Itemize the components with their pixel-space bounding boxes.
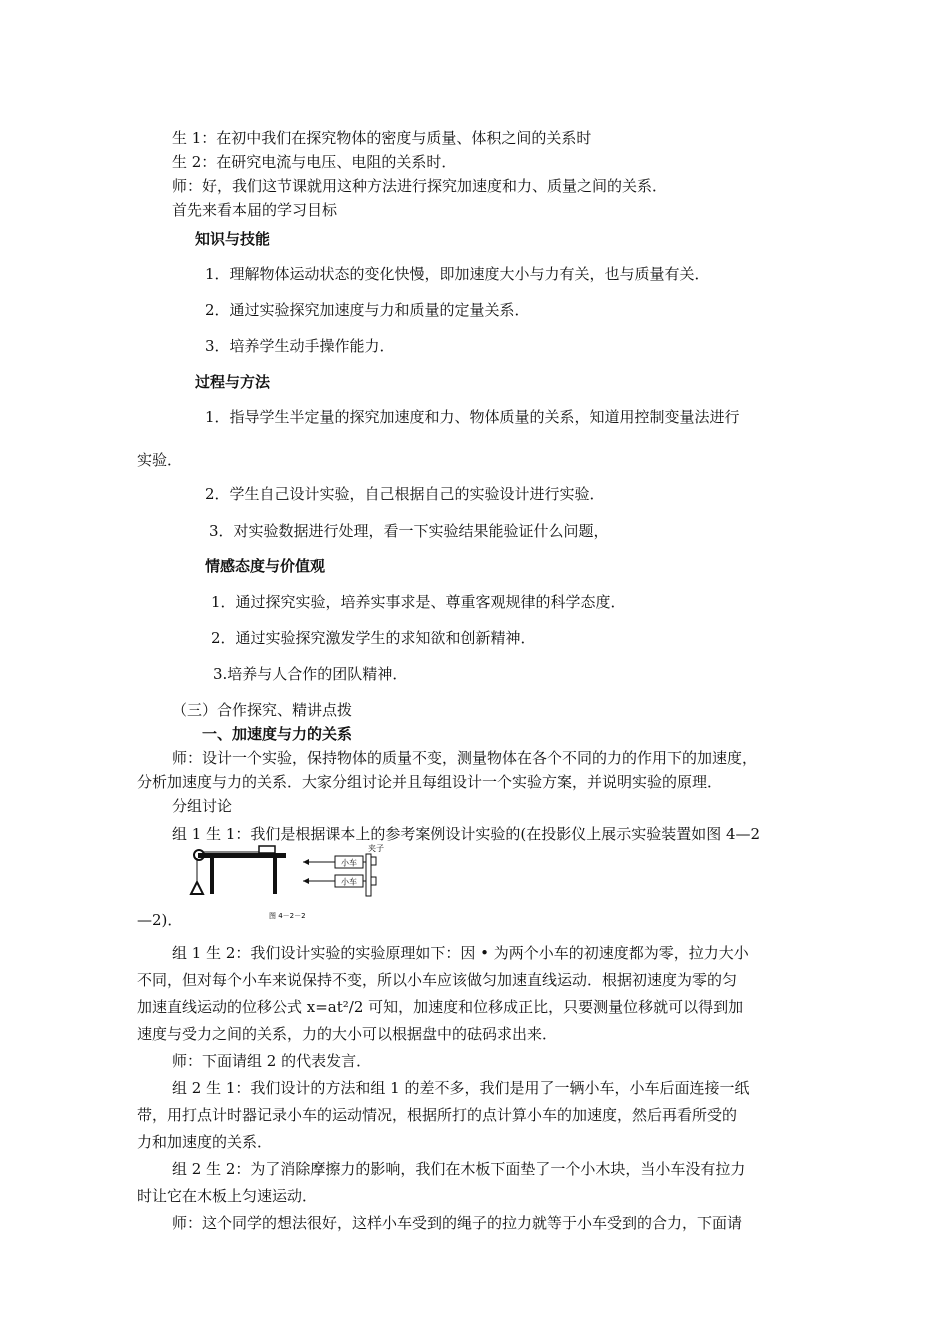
paragraph-line: 力和加速度的关系． [137,1133,273,1151]
paragraph-line: 师：下面请组 2 的代表发言． [172,1052,372,1070]
cart-label: 小车 [341,858,357,868]
paragraph-line: 组 1 生 2：我们设计实验的实验原理如下：因 • 为两个小车的初速度都为零，拉力大小 [172,944,749,962]
paragraph-line: 加速直线运动的位移公式 x=at²/2 可知，加速度和位移成正比，只要测量位移就可以得到加 [137,998,744,1016]
arrow-icon [303,859,309,865]
list-item: 3．对实验数据进行处理，看一下实验结果能验证什么问题， [209,522,609,540]
list-item: 2．通过实验探究激发学生的求知欲和创新精神． [211,629,536,647]
paragraph-line: 师：这个同学的想法很好，这样小车受到的绳子的拉力就等于小车受到的合力，下面请 [172,1214,743,1232]
paragraph-line: 生 1：在初中我们在探究物体的密度与质量、体积之间的关系时 [172,129,592,147]
paragraph-line: —2)． [137,911,183,929]
paragraph-line: 组 2 生 1：我们设计的方法和组 1 的差不多，我们是用了一辆小车，小车后面连接一纸 [172,1079,750,1097]
section-heading: 知识与技能 [195,230,271,248]
paragraph-line: 组 2 生 2：为了消除摩擦力的影响，我们在木板下面垫了一个小木块，当小车没有拉力 [172,1160,746,1178]
experiment-apparatus-figure [185,842,410,924]
figure-caption: 图 4－2－2 [269,912,306,920]
section-heading: 一、加速度与力的关系 [202,725,353,743]
clip-label: 夹子 [368,844,384,853]
paragraph-line: 速度与受力之间的关系，力的大小可以根据盘中的砝码求出来． [137,1025,558,1043]
list-item: 3.培养与人合作的团队精神． [213,665,408,683]
paragraph-line: 带，用打点计时器记录小车的运动情况，根据所打的点计算小车的加速度，然后再看所受的 [137,1106,738,1124]
paragraph-line: 师：好，我们这节课就用这种方法进行探究加速度和力、质量之间的关系． [172,177,668,195]
paragraph-line: 时让它在木板上匀速运动． [137,1187,318,1205]
paragraph-line: 师：设计一个实验，保持物体的质量不变，测量物体在各个不同的力的作用下的加速度， [172,749,758,767]
list-item: 1．理解物体运动状态的变化快慢，即加速度大小与力有关，也与质量有关． [205,265,710,283]
clip-icon [366,854,371,896]
list-item: 2．学生自己设计实验，自己根据自己的实验设计进行实验． [205,485,605,503]
subsection-title: （三）合作探究、精讲点拨 [172,701,353,719]
weight-tray-icon [191,882,203,894]
list-item: 3．培养学生动手操作能力． [205,337,395,355]
paragraph-line: 首先来看本届的学习目标 [172,201,338,219]
paragraph-line: 分组讨论 [172,797,233,815]
paragraph-line: 组 1 生 1：我们是根据课本上的参考案例设计实验的(在投影仪上展示实验装置如图 4—2 [172,825,761,843]
cart-label: 小车 [341,877,357,887]
paragraph-line: 不同，但对每个小车来说保持不变，所以小车应该做匀加速直线运动．根据初速度为零的匀 [137,971,738,989]
cart-icon [259,846,275,853]
paragraph-line: 分析加速度与力的关系．大家分组讨论并且每组设计一个实验方案，并说明实验的原理． [137,773,723,791]
list-item: 2．通过实验探究加速度与力和质量的定量关系． [205,301,530,319]
table-leg [273,858,277,894]
paragraph-line: 生 2：在研究电流与电压、电阻的关系时． [172,153,457,171]
arrow-icon [303,878,309,884]
list-item: 1．指导学生半定量的探究加速度和力、物体质量的关系，知道用控制变量法进行 [205,408,740,426]
table-leg [210,858,214,894]
list-item: 1．通过探究实验，培养实事求是、尊重客观规律的科学态度． [211,593,626,611]
section-heading: 情感态度与价值观 [205,557,326,575]
list-item-continuation: 实验． [137,451,183,469]
section-heading: 过程与方法 [195,373,271,391]
